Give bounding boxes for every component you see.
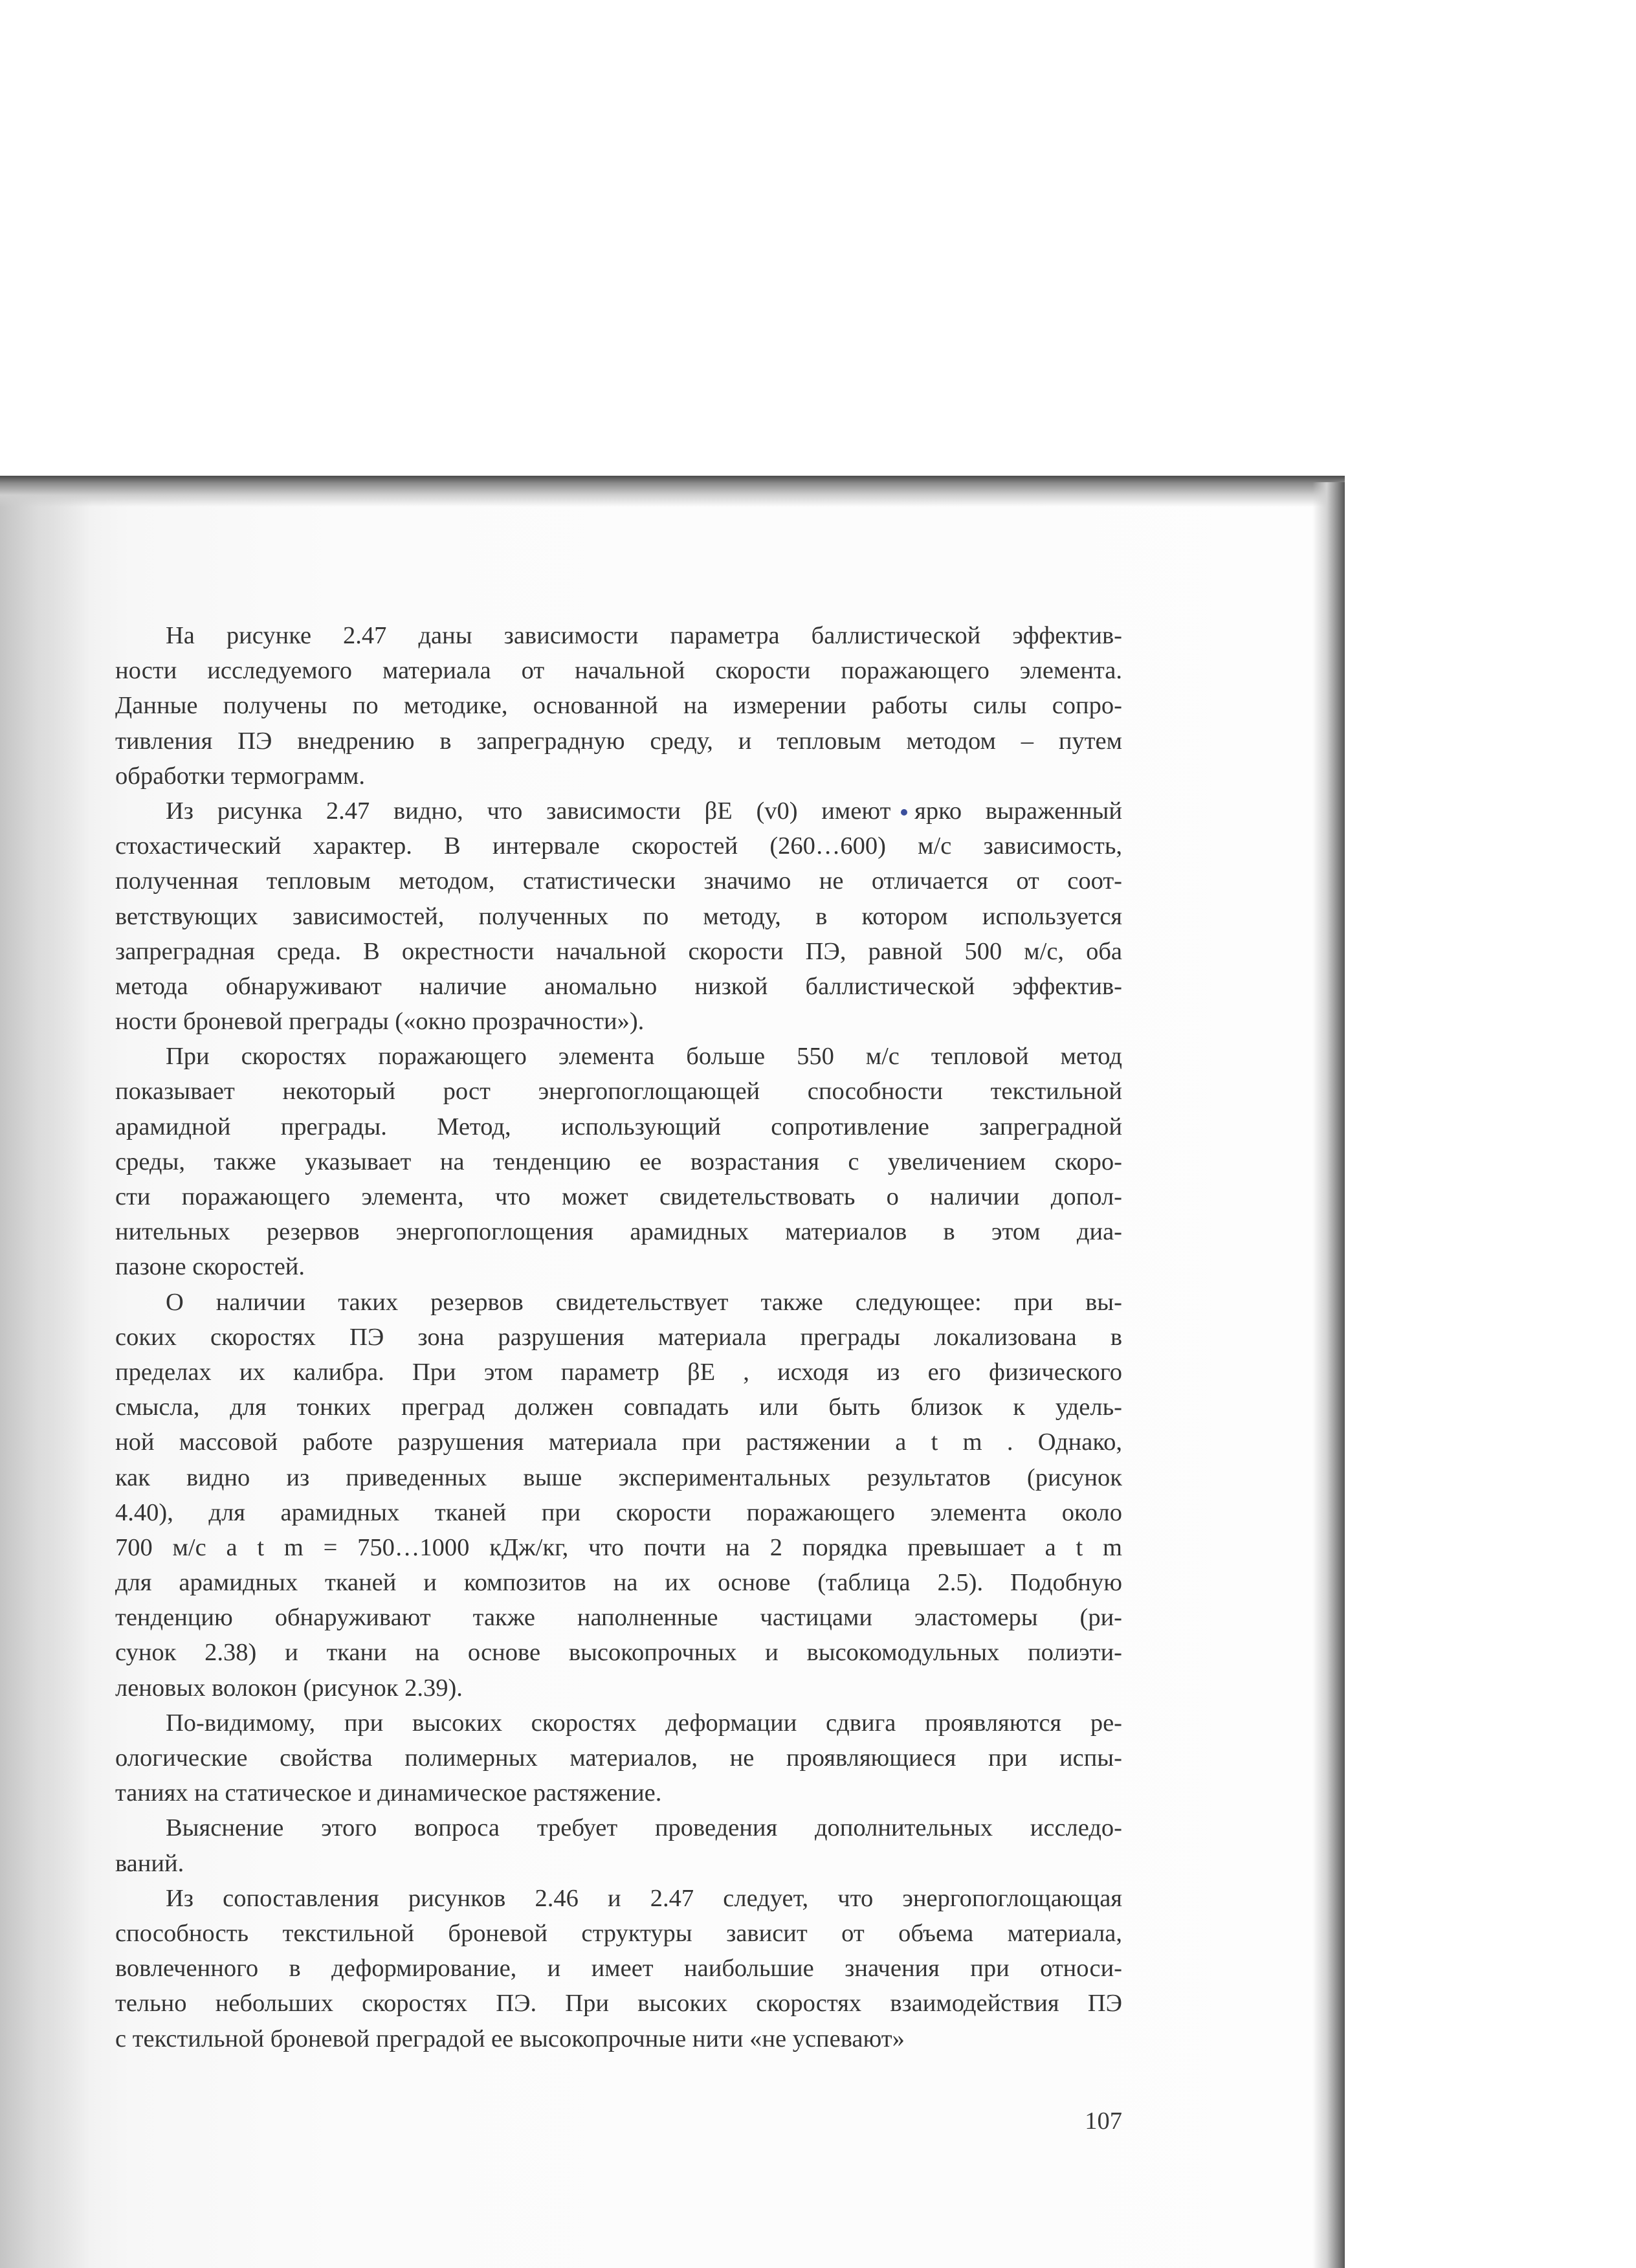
text-line: нительных резервов энергопоглощения арамидных материалов в этом диа-	[115, 1218, 1122, 1246]
page-number: 107	[1085, 2107, 1122, 2135]
text-line: Данные получены по методике, основанной на измерении работы силы сопро-	[115, 692, 1122, 720]
text-line: с текстильной броневой преградой ее высокопрочные нити «не успевают»	[115, 2025, 905, 2052]
text-line: ологические свойства полимерных материалов, не проявляющиеся при испы-	[115, 1744, 1122, 1772]
text-line: Выяснение этого вопроса требует проведения дополнительных исследо-	[166, 1814, 1122, 1842]
text-line: пределах их калибра. При этом параметр βE , исходя из его физического	[115, 1358, 1122, 1386]
text-line: леновых волокон (рисунок 2.39).	[115, 1674, 463, 1702]
text-line: способность текстильной броневой структуры зависит от объема материала,	[115, 1919, 1122, 1947]
text-line: О наличии таких резервов свидетельствует также следующее: при вы-	[166, 1288, 1122, 1316]
paragraph	[115, 794, 1122, 1039]
page-right-edge	[1312, 482, 1345, 2268]
text-line: соких скоростях ПЭ зона разрушения материала преграды локализована в	[115, 1323, 1122, 1351]
book-gutter-shadow	[0, 476, 91, 2268]
text-line: таниях на статическое и динамическое растяжение.	[115, 1779, 662, 1807]
text-line: 4.40), для арамидных тканей при скорости поражающего элемента около	[115, 1498, 1122, 1526]
text-line: арамидной преграды. Метод, использующий сопротивление запреградной	[115, 1113, 1122, 1140]
text-line: полученная тепловым методом, статистически значимо не отличается от соот-	[115, 867, 1122, 895]
page-top-edge	[0, 476, 1345, 507]
text-line: смысла, для тонких преград должен совпадать или быть близок к удель-	[115, 1394, 1122, 1421]
text-line: ности исследуемого материала от начальной скорости поражающего элемента.	[115, 657, 1122, 685]
paragraph	[115, 1706, 1122, 1811]
paragraph	[115, 1881, 1122, 2056]
text-line: тенденцию обнаруживают также наполненные частицами эластомеры (ри-	[115, 1604, 1122, 1632]
text-line: для арамидных тканей и композитов на их основе (таблица 2.5). Подобную	[115, 1569, 1122, 1597]
paragraph	[115, 618, 1122, 794]
text-line: Из сопоставления рисунков 2.46 и 2.47 следует, что энергопоглощающая	[166, 1884, 1122, 1912]
text-line: тельно небольших скоростях ПЭ. При высоких скоростях взаимодействия ПЭ	[115, 1990, 1122, 2018]
text-line: При скоростях поражающего элемента больше 550 м/с тепловой метод	[166, 1043, 1122, 1071]
text-line: ветствующих зависимостей, полученных по методу, в котором используется	[115, 902, 1122, 930]
text-line: метода обнаруживают наличие аномально низкой баллистической эффектив-	[115, 972, 1122, 1000]
text-line: сти поражающего элемента, что может свидетельствовать о наличии допол-	[115, 1183, 1122, 1210]
text-line: ваний.	[115, 1849, 184, 1877]
text-line: вовлеченного в деформирование, и имеет наибольшие значения при относи-	[115, 1955, 1122, 1983]
text-line: Из рисунка 2.47 видно, что зависимости βE (v0) имеют ярко выраженный	[166, 797, 1122, 825]
text-line: как видно из приведенных выше экспериментальных результатов (рисунок	[115, 1463, 1122, 1491]
text-line: среды, также указывает на тенденцию ее возрастания с увеличением скоро-	[115, 1148, 1122, 1175]
text-line: На рисунке 2.47 даны зависимости параметра баллистической эффектив-	[166, 622, 1122, 649]
text-line: ной массовой работе разрушения материала при растяжении a t m . Однако,	[115, 1429, 1122, 1456]
text-line: сунок 2.38) и ткани на основе высокопрочных и высокомодульных полиэти-	[115, 1639, 1122, 1667]
text-line: запреградная среда. В окрестности начальной скорости ПЭ, равной 500 м/с, оба	[115, 937, 1122, 965]
text-line: пазоне скоростей.	[115, 1253, 305, 1281]
text-line: ности броневой преграды («окно прозрачности»).	[115, 1008, 645, 1036]
text-line: показывает некоторый рост энергопоглощающей способности текстильной	[115, 1078, 1122, 1106]
paragraph	[115, 1039, 1122, 1284]
text-line: стохастический характер. В интервале скоростей (260…600) м/с зависимость,	[115, 832, 1122, 860]
text-line: тивления ПЭ внедрению в запреградную среду, и тепловым методом – путем	[115, 727, 1122, 755]
text-line: 700 м/с a t m = 750…1000 кДж/кг, что почти на 2 порядка превышает a t m	[115, 1533, 1122, 1561]
body-text	[115, 618, 1122, 2056]
paragraph	[115, 1285, 1122, 1706]
text-line: обработки термограмм.	[115, 762, 365, 790]
paragraph	[115, 1810, 1122, 1880]
text-line: По-видимому, при высоких скоростях деформации сдвига проявляются ре-	[166, 1709, 1122, 1737]
